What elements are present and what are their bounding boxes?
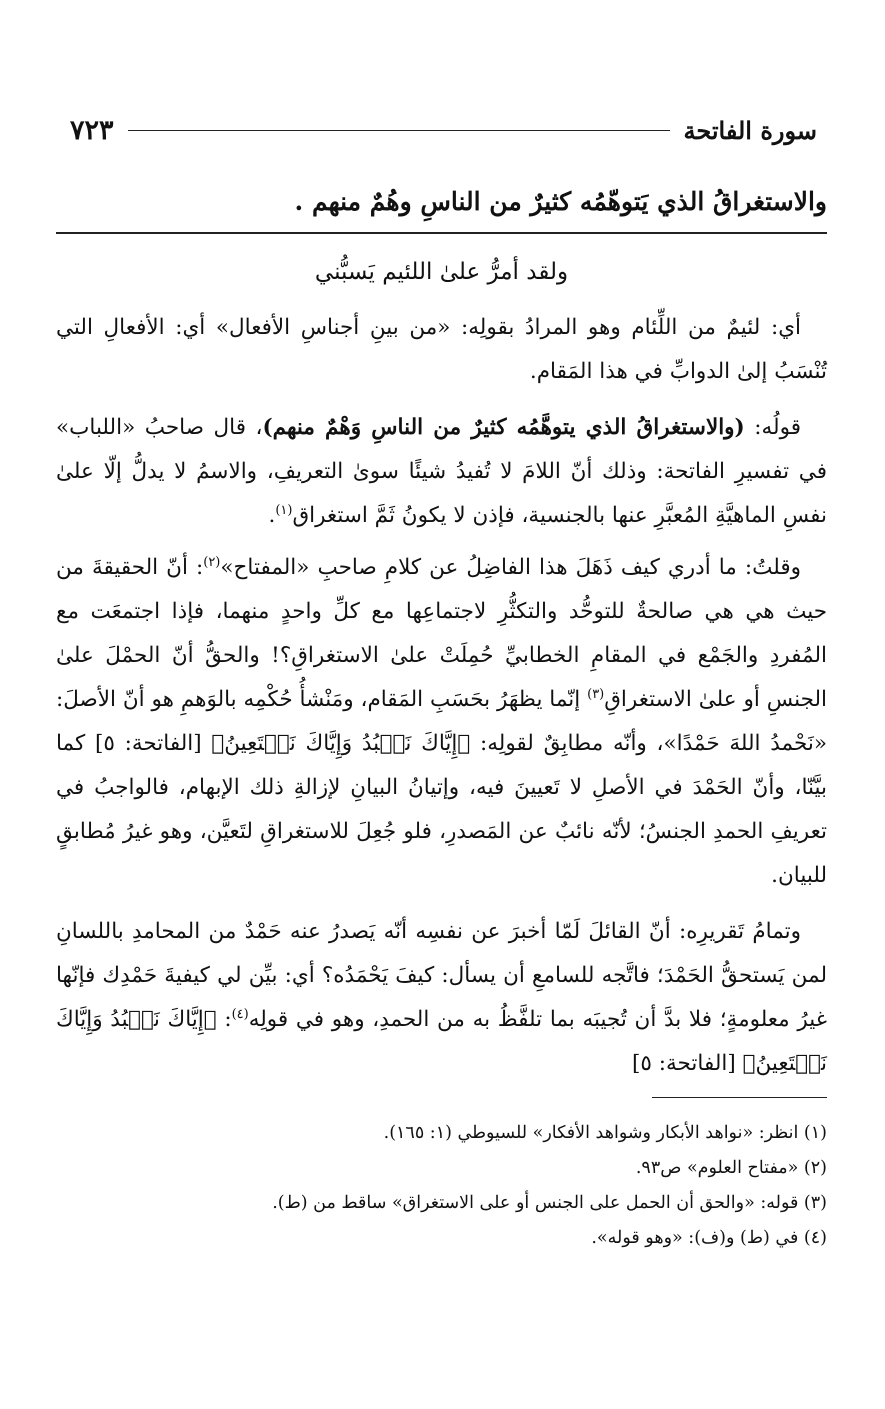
paragraph-3 — [56, 546, 827, 898]
footnote-4: (٤) في (ط) و(ف): «وهو قوله». — [591, 1228, 827, 1248]
footnote-divider — [652, 1097, 827, 1098]
matn-divider — [56, 232, 827, 234]
footnote-3: (٣) قوله: «والحق أن الحمل على الجنس أو على الاستغراق» ساقط من (ط). — [272, 1193, 827, 1213]
poetry-verse: ولقد أمرُّ علىٰ اللئيم يَسبُّني — [314, 259, 569, 285]
paragraph-tail: إنّما يظهَرُ بحَسَبِ المَقام، ومَنْشأُ حُكْمِه بالوَهمِ هو أنّ الأصلَ: «نَحْمدُ اللهَ حَمْدًا»، وأنّه مطابِقٌ لقولِه: ﴿إِيَّاكَ نَعۡبُدُ وَإِيَّاكَ نَسۡتَعِينُ﴾ [الفاتحة: ٥] كما بيَّنّا، وأنّ الحَمْدَ في الأصلِ لا تَعيينَ فيه، وإتيانُ البيانِ لإزالةِ ذلك الإبهام، فالواجبُ في تعريفِ الحمدِ الجنسُ؛ لأنّه نائبٌ عن المَصدرِ، فلو جُعِلَ للاستغراقِ لتَعيَّن، وهو غيرُ مُطابقٍ للبيان. — [56, 687, 827, 888]
footnote-ref: (١) — [275, 502, 293, 518]
matn-text: والاستغراقُ الذي يَتوهّمُه كثيرٌ من الناسِ وهُمٌ منهم . — [294, 187, 827, 216]
footnotes — [56, 1116, 827, 1256]
page-number: ٧٢٣ — [70, 114, 114, 146]
paragraph-tail: . — [268, 503, 276, 528]
footnote-1: (١) انظر: «نواهد الأبكار وشواهد الأفكار» للسيوطي (١: ١٦٥). — [383, 1123, 827, 1143]
footnote-ref: (٣) — [587, 686, 605, 702]
header-rule — [128, 130, 670, 131]
footnote-ref: (٢) — [203, 554, 221, 570]
paragraph-text: ، قال صاحبُ «اللباب» في تفسيرِ الفاتحة: وذلك أنّ اللامَ لا تُفيدُ شيئًا سوىٰ التعريفِ، والاسمُ لا يدلُّ إلّا علىٰ نفسِ الماهيَّةِ المُعبَّرِ عنها بالجنسية، فإذن لا يكونُ ثَمَّ استغراق — [56, 415, 827, 528]
paragraph-1 — [56, 306, 827, 394]
footnote-ref: (٤) — [231, 1006, 249, 1022]
quoted-matn: (والاستغراقُ الذي يتوهَّمُه كثيرٌ من الناسِ وَهْمٌ منهم) — [262, 415, 745, 440]
commentary-body — [56, 306, 827, 1094]
paragraph-4 — [56, 910, 827, 1086]
paragraph-lead: وقلتُ: ما أدري كيف ذَهَلَ هذا الفاضِلُ عن كلامِ صاحبِ «المفتاح» — [220, 555, 801, 580]
paragraph-lead: قولُه: — [744, 415, 801, 440]
paragraph-text: أي: لئيمٌ من اللِّئام وهو المرادُ بقولِه: «من بينِ أجناسِ الأفعال» أي: الأفعالِ التي تُنْسَبُ إلىٰ الدوابِّ في هذا المَقام. — [56, 315, 827, 384]
footnote-2: (٢) «مفتاح العلوم» ص٩٣. — [635, 1158, 827, 1178]
paragraph-text: : ﴿إِيَّاكَ نَعۡبُدُ وَإِيَّاكَ نَسۡتَعِينُ﴾ [الفاتحة: ٥] — [56, 1007, 827, 1076]
paragraph-text: : أنّ الحقيقةَ من حيث هي هي صالحةٌ للتوحُّد والتكثُّرِ لاجتماعِها مع كلِّ واحدٍ منهما، فإذا اجتمعَت مع المُفردِ والجَمْع في المقامِ الخطابيِّ حُمِلَتْ علىٰ الاستغراقِ؟! والحقُّ أنّ الحمْلَ علىٰ الجنسِ أو علىٰ الاستغراقِ — [56, 555, 828, 712]
running-header — [70, 110, 817, 150]
paragraph-lead: وتمامُ تَقريرِه: أنّ القائلَ لَمّا أخبرَ عن نفسِه أنّه يَصدرُ عنه حَمْدٌ من المحامدِ باللسانِ لمن يَستحقُّ الحَمْدَ؛ فاتَّجه للسامعِ أن يسأل: كيفَ يَحْمَدُه؟ أي: بيِّن لي كيفيةَ حَمْدِك فإنّها غيرُ معلومةٍ؛ فلا بدَّ أن تُجيبَه بما تلفَّظُ به من الحمدِ، وهو في قولِه — [56, 919, 827, 1032]
paragraph-2 — [56, 406, 827, 538]
surah-title: سورة الفاتحة — [683, 115, 817, 145]
